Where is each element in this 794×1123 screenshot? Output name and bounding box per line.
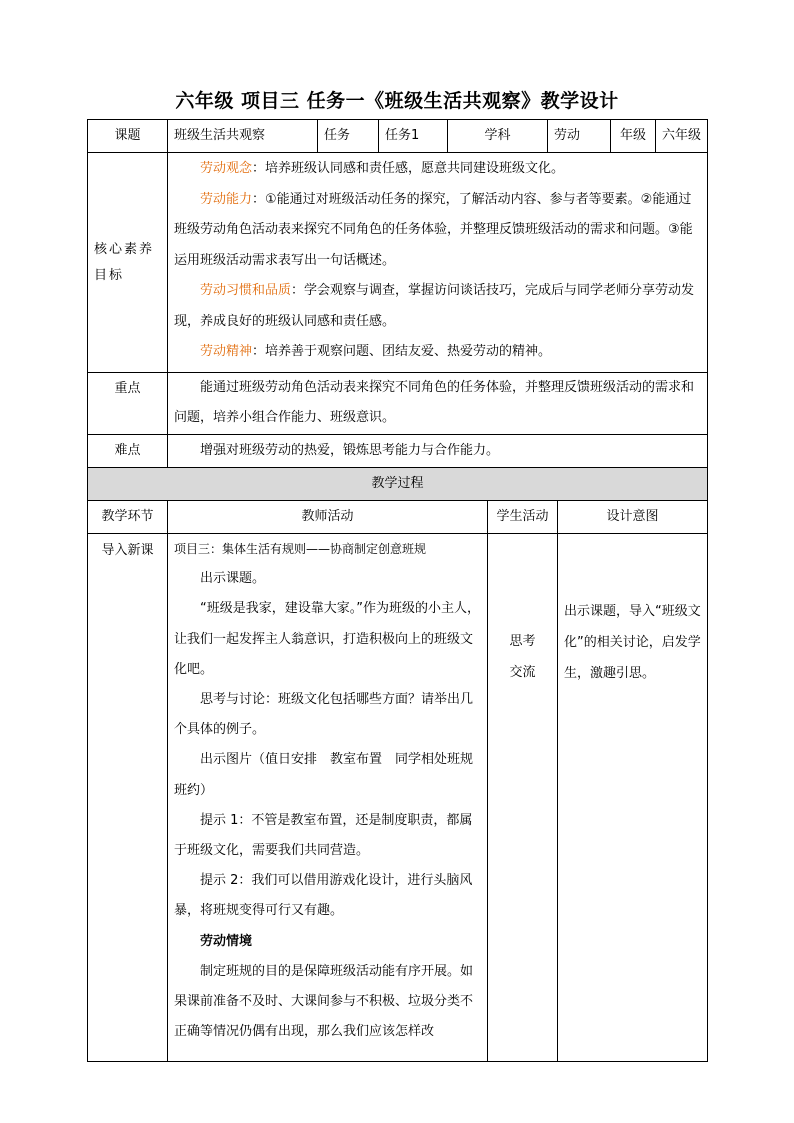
literacy-content <box>168 153 708 373</box>
teacher-paragraph: 提示 1：不管是教室布置，还是制度职责，都属于班级文化，需要我们共同营造。 <box>174 812 473 859</box>
key-point-row <box>88 373 708 435</box>
lesson-plan-table <box>87 119 708 1062</box>
difficulty-row <box>88 435 708 468</box>
teacher-paragraph: 出示图片（值日安排 教室布置 同学相处班规班约） <box>174 752 474 798</box>
literacy-item-name: 劳动习惯和品质 <box>200 283 292 298</box>
process-title-row <box>88 468 708 501</box>
literacy-label: 核心素养目标 <box>88 153 168 373</box>
literacy-item <box>174 337 701 368</box>
process-title: 教学过程 <box>88 468 708 501</box>
literacy-item-text: ：培养班级认同感和责任感，愿意共同建设班级文化。 <box>252 161 565 176</box>
teacher-activity-cell <box>168 534 488 1062</box>
column-header-student: 学生活动 <box>488 501 558 534</box>
column-header-intent: 设计意图 <box>558 501 708 534</box>
key-point-label: 重点 <box>88 373 168 435</box>
literacy-item-text: ：①能通过对班级活动任务的探究，了解活动内容、参与者等要素。②能通过班级劳动角色活动表来探究不同角色的任务体验，并整理反馈班级活动的需求和问题。③能运用班级活动需求表写出一句话概述。 <box>174 191 693 268</box>
task-label: 任务 <box>318 120 379 153</box>
difficulty-label: 难点 <box>88 435 168 468</box>
subject-label: 学科 <box>448 120 548 153</box>
literacy-item-text: ：培养善于观察问题、团结友爱、热爱劳动的精神。 <box>252 344 552 359</box>
topic-label: 课题 <box>88 120 168 153</box>
literacy-item-name: 劳动观念 <box>200 161 253 176</box>
literacy-item-name: 劳动能力 <box>200 191 253 207</box>
difficulty-content <box>168 435 708 468</box>
scenario-text: 制定班规的目的是保障班级活动能有序开展。如果课前准备不及时、大课间参与不积极、垃圾分类不正确等情况仍偶有出现，那么我们应该怎样改 <box>174 963 474 1040</box>
student-activity-cell <box>488 534 558 1062</box>
teacher-heading: 项目三：集体生活有规则——协商制定创意班规 <box>174 542 427 556</box>
literacy-item <box>174 185 701 277</box>
column-header-stage: 教学环节 <box>88 501 168 534</box>
teacher-paragraph: 出示课题。 <box>200 571 266 587</box>
literacy-item-text: ：学会观察与调查，掌握访问谈话技巧，完成后与同学老师分享劳动发现，养成良好的班级认同感和责任感。 <box>174 283 695 329</box>
grade-label: 年级 <box>611 120 656 153</box>
literacy-item <box>174 276 701 337</box>
column-header-teacher: 教师活动 <box>168 501 488 534</box>
design-intent-cell <box>558 534 708 1062</box>
stage-cell: 导入新课 <box>88 534 168 1062</box>
scenario-title: 劳动情境 <box>200 933 253 949</box>
teacher-paragraph: “班级是我家，建设靠大家。”作为班级的小主人，让我们一起发挥主人翁意识，打造积极向上的班级文化吧。 <box>174 601 480 677</box>
design-intent-text: 出示课题，导入“班级文化”的相关讨论，启发学生，激趣引思。 <box>564 604 701 681</box>
header-row <box>88 120 708 153</box>
task-value: 任务1 <box>379 120 448 153</box>
literacy-item-name: 劳动精神 <box>200 344 253 359</box>
student-activity-item: 交流 <box>509 665 536 680</box>
student-activity-item: 思考 <box>509 634 536 649</box>
process-row <box>88 534 708 1062</box>
topic-value: 班级生活共观察 <box>168 120 318 153</box>
key-point-content <box>168 373 708 435</box>
literacy-row <box>88 153 708 373</box>
document-title: 六年级 项目三 任务一《班级生活共观察》教学设计 <box>175 90 619 112</box>
process-header-row <box>88 501 708 534</box>
teacher-paragraph: 提示 2：我们可以借用游戏化设计，进行头脑风暴，将班规变得可行又有趣。 <box>174 873 473 919</box>
teacher-paragraph: 思考与讨论：班级文化包括哪些方面？请举出几个具体的例子。 <box>174 692 474 738</box>
subject-value: 劳动 <box>548 120 611 153</box>
difficulty-text: 增强对班级劳动的热爱，锻炼思考能力与合作能力。 <box>200 443 500 458</box>
key-point-text: 能通过班级劳动角色活动表来探究不同角色的任务体验，并整理反馈班级活动的需求和问题，培养小组合作能力、班级意识。 <box>174 380 695 425</box>
literacy-item <box>174 154 701 185</box>
grade-value: 六年级 <box>656 120 708 153</box>
